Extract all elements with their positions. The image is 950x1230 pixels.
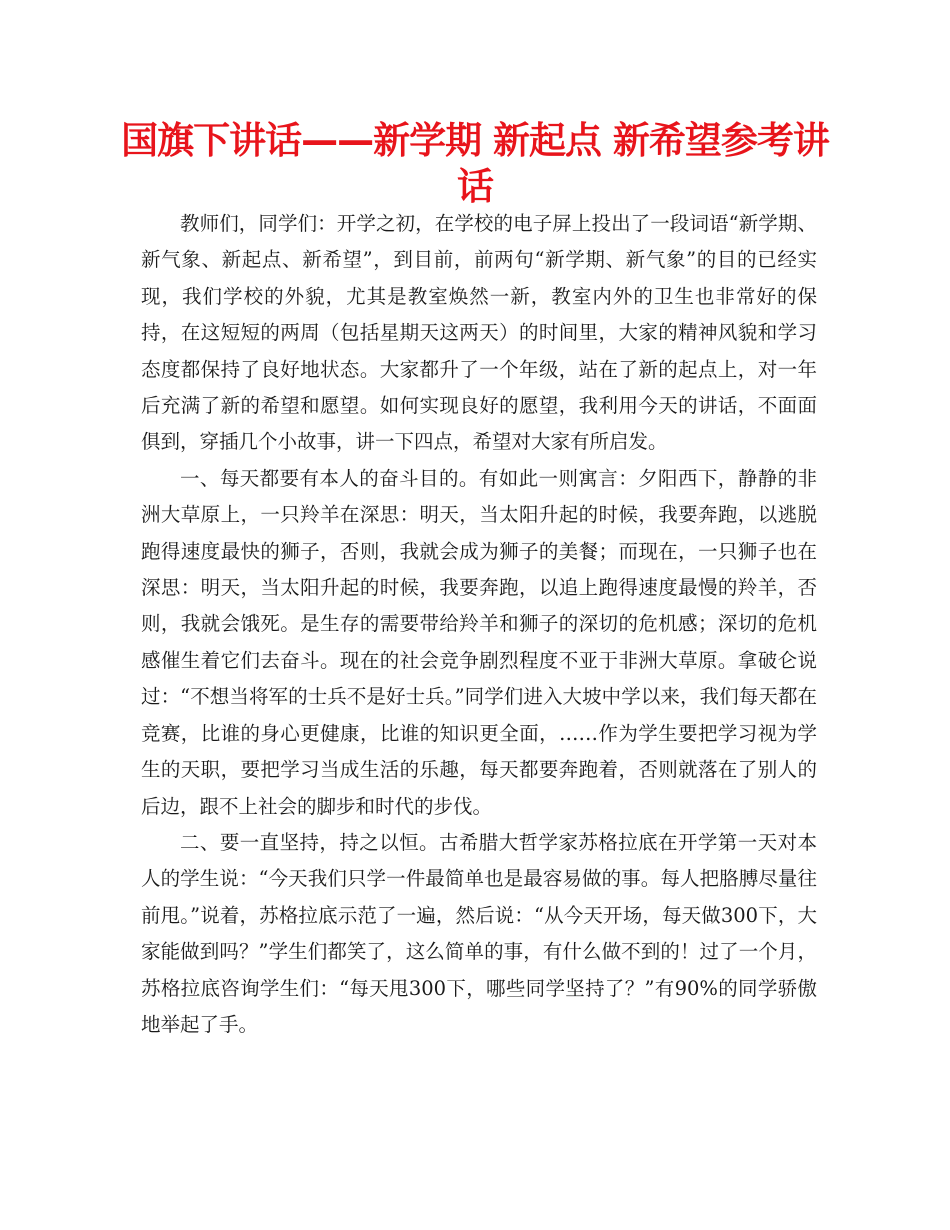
- paragraph-point-two: 二、要一直坚持，持之以恒。古希腊大哲学家苏格拉底在开学第一天对本人的学生说：“今天我们只学一件最简单也是最容易做的事。每人把胳膊尽量往前甩。”说着，苏格拉底示范了一遍，然后说：“从今天开场，每天做300下，大家能做到吗？”学生们都笑了，这么简单的事，有什么做不到的！过了一个月，苏格拉底咨询学生们：“每天甩300下，哪些同学坚持了？”有90%的同学骄傲地举起了手。: [141, 830, 817, 1036]
- paragraph-point-one: 一、每天都要有本人的奋斗目的。有如此一则寓言：夕阳西下，静静的非洲大草原上，一只羚羊在深思：明天，当太阳升起的时候，我要奔跑，以逃脱跑得速度最快的狮子，否则，我就会成为狮子的美餐；而现在，一只狮子也在深思：明天，当太阳升起的时候，我要奔跑，以追上跑得速度最慢的羚羊，否则，我就会饿死。是生存的需要带给羚羊和狮子的深切的危机感；深切的危机感催生着它们去奋斗。现在的社会竞争剧烈程度不亚于非洲大草原。拿破仑说过：“不想当将军的士兵不是好士兵。”同学们进入大坡中学以来，我们每天都在竞赛，比谁的身心更健康，比谁的知识更全面，……作为学生要把学习视为学生的天职，要把学习当成生活的乐趣，每天都要奔跑着，否则就落在了别人的后边，跟不上社会的脚步和时代的步伐。: [141, 466, 817, 818]
- document-title: 国旗下讲话——新学期 新起点 新希望参考讲话: [121, 119, 829, 208]
- document-body: [141, 206, 817, 1043]
- paragraph-intro: 教师们，同学们：开学之初，在学校的电子屏上投出了一段词语“新学期、新气象、新起点、新希望”，到目前，前两句“新学期、新气象”的目的已经实现，我们学校的外貌，尤其是教室焕然一新，教室内外的卫生也非常好的保持，在这短短的两周（包括星期天这两天）的时间里，大家的精神风貌和学习态度都保持了良好地状态。大家都升了一个年级，站在了新的起点上，对一年后充满了新的希望和愿望。如何实现良好的愿望，我利用今天的讲话，不面面俱到，穿插几个小故事，讲一下四点，希望对大家有所启发。: [141, 212, 817, 454]
